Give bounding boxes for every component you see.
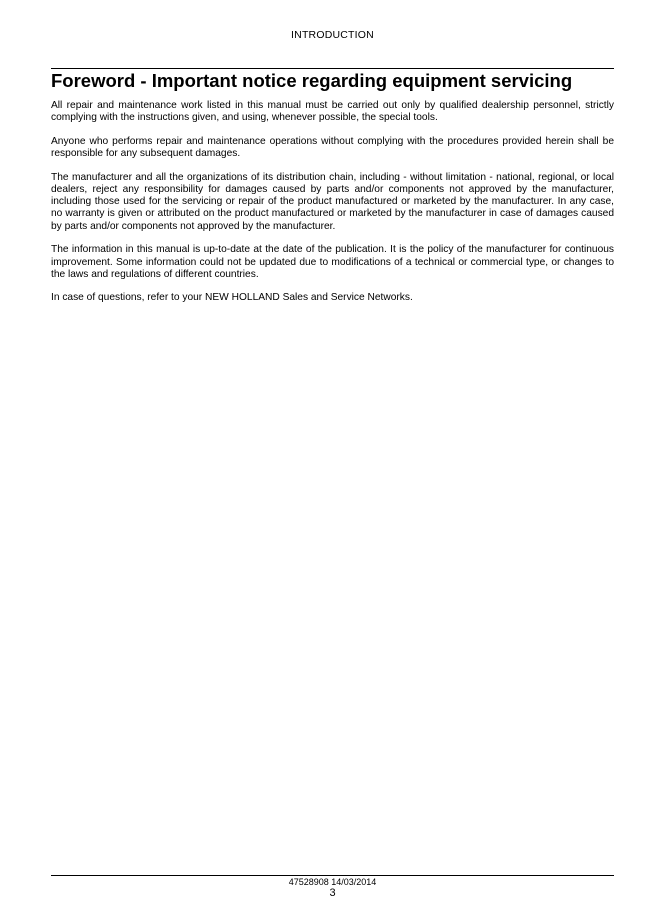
running-header: INTRODUCTION	[291, 29, 374, 41]
paragraph-warranty-disclaimer: The manufacturer and all the organizations of its distribution chain, including - without limitation - national, regional, or local dealers, reject any responsibility for damages caused by parts and/or components not approved by the manufacturer, including those used for the servicing or repair of the product manufactured or marketed by the manufacturer. In any case, no warranty is given or attributed on the product manufactured or marketed by the manufacturer in case of damages caused by parts and/or components not approved by the manufacturer.	[51, 171, 614, 232]
body-text	[51, 100, 614, 316]
header-rule	[51, 68, 614, 69]
paragraph-responsibility: Anyone who performs repair and maintenance operations without complying with the procedures provided herein shall be responsible for any subsequent damages.	[51, 135, 614, 160]
page-number: 3	[329, 887, 336, 899]
page-title: Foreword - Important notice regarding equipment servicing	[51, 70, 573, 91]
paragraph-qualified-personnel: All repair and maintenance work listed in this manual must be carried out only by qualified dealership personnel, strictly complying with the instructions given, and using, whenever possible, the special tools.	[51, 100, 614, 124]
paragraph-contact: In case of questions, refer to your NEW HOLLAND Sales and Service Networks.	[51, 292, 413, 304]
paragraph-information-currency: The information in this manual is up-to-date at the date of the publication. It is the policy of the manufacturer for continuous improvement. Some information could not be updated due to modifications of a technical or commercial type, or changes to the laws and regulations of different countries.	[51, 244, 614, 280]
footer-rule	[51, 875, 614, 876]
document-reference: 47528908 14/03/2014	[288, 877, 377, 887]
